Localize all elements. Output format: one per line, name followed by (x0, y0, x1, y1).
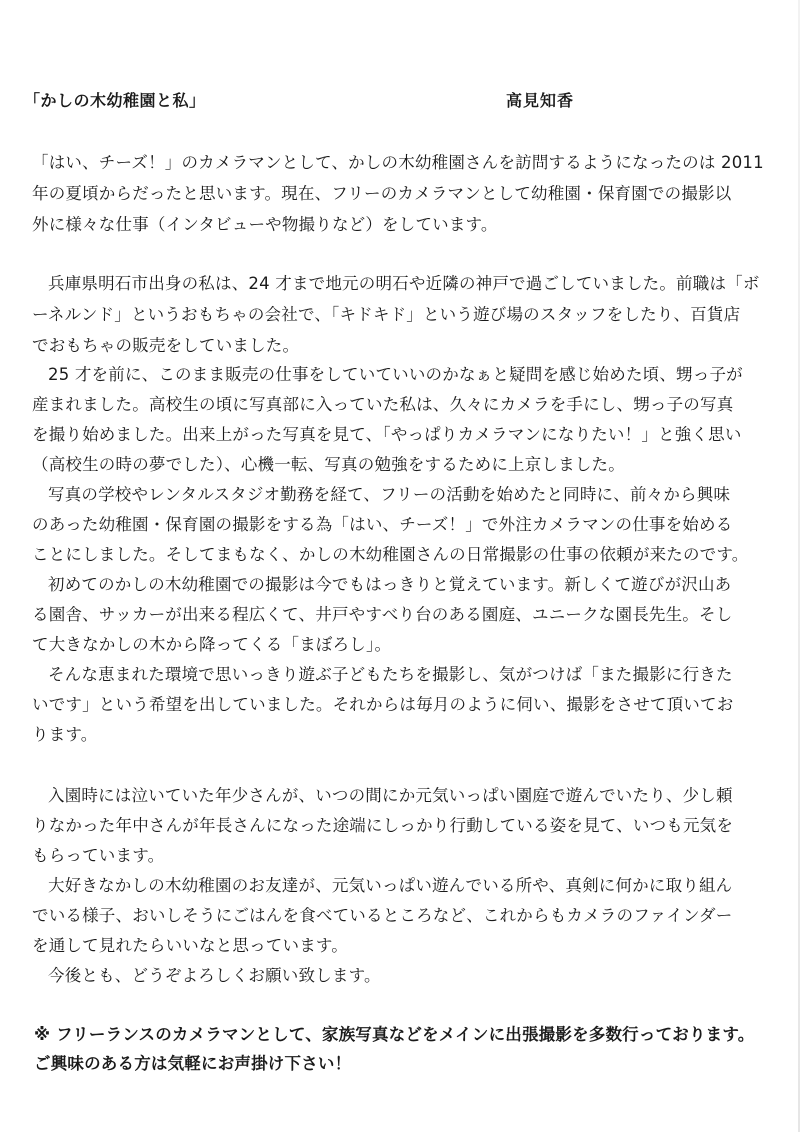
paragraph-line: ーネルンド」というおもちゃの会社で、「キドキド」という遊び場のスタッフをしたり、百貨店 (32, 305, 741, 324)
paragraph-line: て大きなかしの木から降ってくる「まぼろし」。 (32, 635, 392, 654)
paragraph-line: 今後とも、どうぞよろしくお願い致します。 (48, 966, 381, 985)
paragraph-line: 初めてのかしの木幼稚園での撮影は今でもはっきりと覚えています。新しくて遊びが沢山あ (48, 575, 732, 594)
paragraph-line: ことにしました。そしてまもなく、かしの木幼稚園さんの日常撮影の仕事の依頼が来たのです。 (32, 545, 749, 564)
paragraph-line: 「はい、チーズ！」のカメラマンとして、かしの木幼稚園さんを訪問するようになったのは 2011 (32, 153, 764, 172)
paragraph-line: 外に様々な仕事（インタビューや物撮りなど）をしています。 (32, 215, 498, 234)
paragraph-line: 大好きなかしの木幼稚園のお友達が、元気いっぱい遊んでいる所や、真剣に何かに取り組ん (48, 876, 733, 895)
paragraph-line: りなかった年中さんが年長さんになった途端にしっかり行動している姿を見て、いつも元気を (32, 816, 734, 835)
paragraph-line: でいる様子、おいしそうにごはんを食べているところなど、これからもカメラのファインダー (32, 906, 733, 925)
paragraph-line: いです」という希望を出していました。それからは毎月のように伺い、撮影をさせて頂いてお (32, 695, 734, 714)
paragraph-line: る園舎、サッカーが出来る程広くて、井戸やすべり台のある園庭、ユニークな園長先生。そし (32, 605, 733, 624)
paragraph-line: を撮り始めました。出来上がった写真を見て、「やっぱりカメラマンになりたい！」と強く思い (32, 425, 742, 444)
footnote-line: ※ フリーランスのカメラマンとして、家族写真などをメインに出張撮影を多数行っております。 (34, 1025, 755, 1044)
paragraph-line: のあった幼稚園・保育園の撮影をする為「はい、チーズ！」で外注カメラマンの仕事を始める (32, 515, 733, 534)
paragraph-line: 入園時には泣いていた年少さんが、いつの間にか元気いっぱい園庭で遊んでいたり、少し頼 (48, 786, 733, 805)
paragraph-line: 写真の学校やレンタルスタジオ勤務を経て、フリーの活動を始めたと同時に、前々から興味 (48, 485, 731, 504)
paragraph-line: 兵庫県明石市出身の私は、24 才まで地元の明石や近隣の神戸で過ごしていました。前職は「ボ (48, 274, 760, 293)
footnote-line: ご興味のある方は気軽にお声掛け下さい！ (34, 1054, 352, 1073)
essay-title: 「かしの木幼稚園と私」 (24, 91, 206, 110)
paragraph-line: 年の夏頃からだったと思います。現在、フリーのカメラマンとして幼稚園・保育園での撮影以 (32, 184, 732, 203)
paragraph-line: 産まれました。高校生の頃に写真部に入っていた私は、久々にカメラを手にし、甥っ子の写真 (32, 395, 734, 414)
author-name: 高見知香 (506, 91, 575, 110)
paragraph-line: もらっています。 (32, 846, 165, 865)
paragraph-line: ります。 (32, 725, 98, 744)
paragraph-line: でおもちゃの販売をしていました。 (32, 336, 300, 355)
paragraph-line: （高校生の時の夢でした）、心機一転、写真の勉強をするために上京しました。 (32, 455, 625, 474)
paragraph-line: を通して見れたらいいなと思っています。 (32, 936, 348, 955)
paragraph-line: そんな恵まれた環境で思いっきり遊ぶ子どもたちを撮影し、気がつけば「また撮影に行きた (48, 665, 733, 684)
paragraph-line: 25 才を前に、このまま販売の仕事をしていていいのかなぁと疑問を感じ始めた頃、甥っ子が (48, 365, 743, 384)
